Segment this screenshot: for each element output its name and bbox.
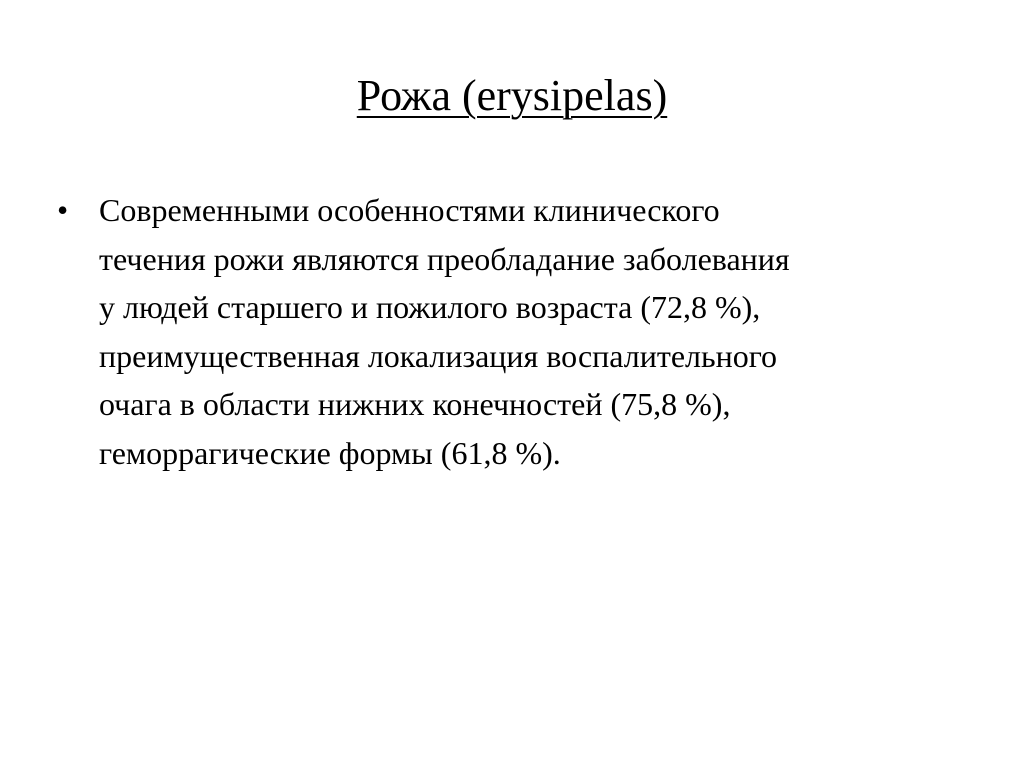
bullet-line: течения рожи являются преобладание заболевания [99, 240, 790, 277]
slide-title: Рожа (erysipelas) [356, 71, 668, 120]
bullet-line: Современными особенностями клинического [99, 192, 720, 228]
bullet-dot-icon: • [57, 192, 69, 228]
bullet-line: у людей старшего и пожилого возраста (72,8 %), [99, 289, 761, 325]
bullet-line: геморрагические формы (61,8 %). [99, 434, 561, 471]
bullet-line: очага в области нижних конечностей (75,8 %), [99, 386, 731, 422]
bullet-text [99, 186, 989, 477]
bullet-line: преимущественная локализация воспалительного [99, 337, 778, 374]
